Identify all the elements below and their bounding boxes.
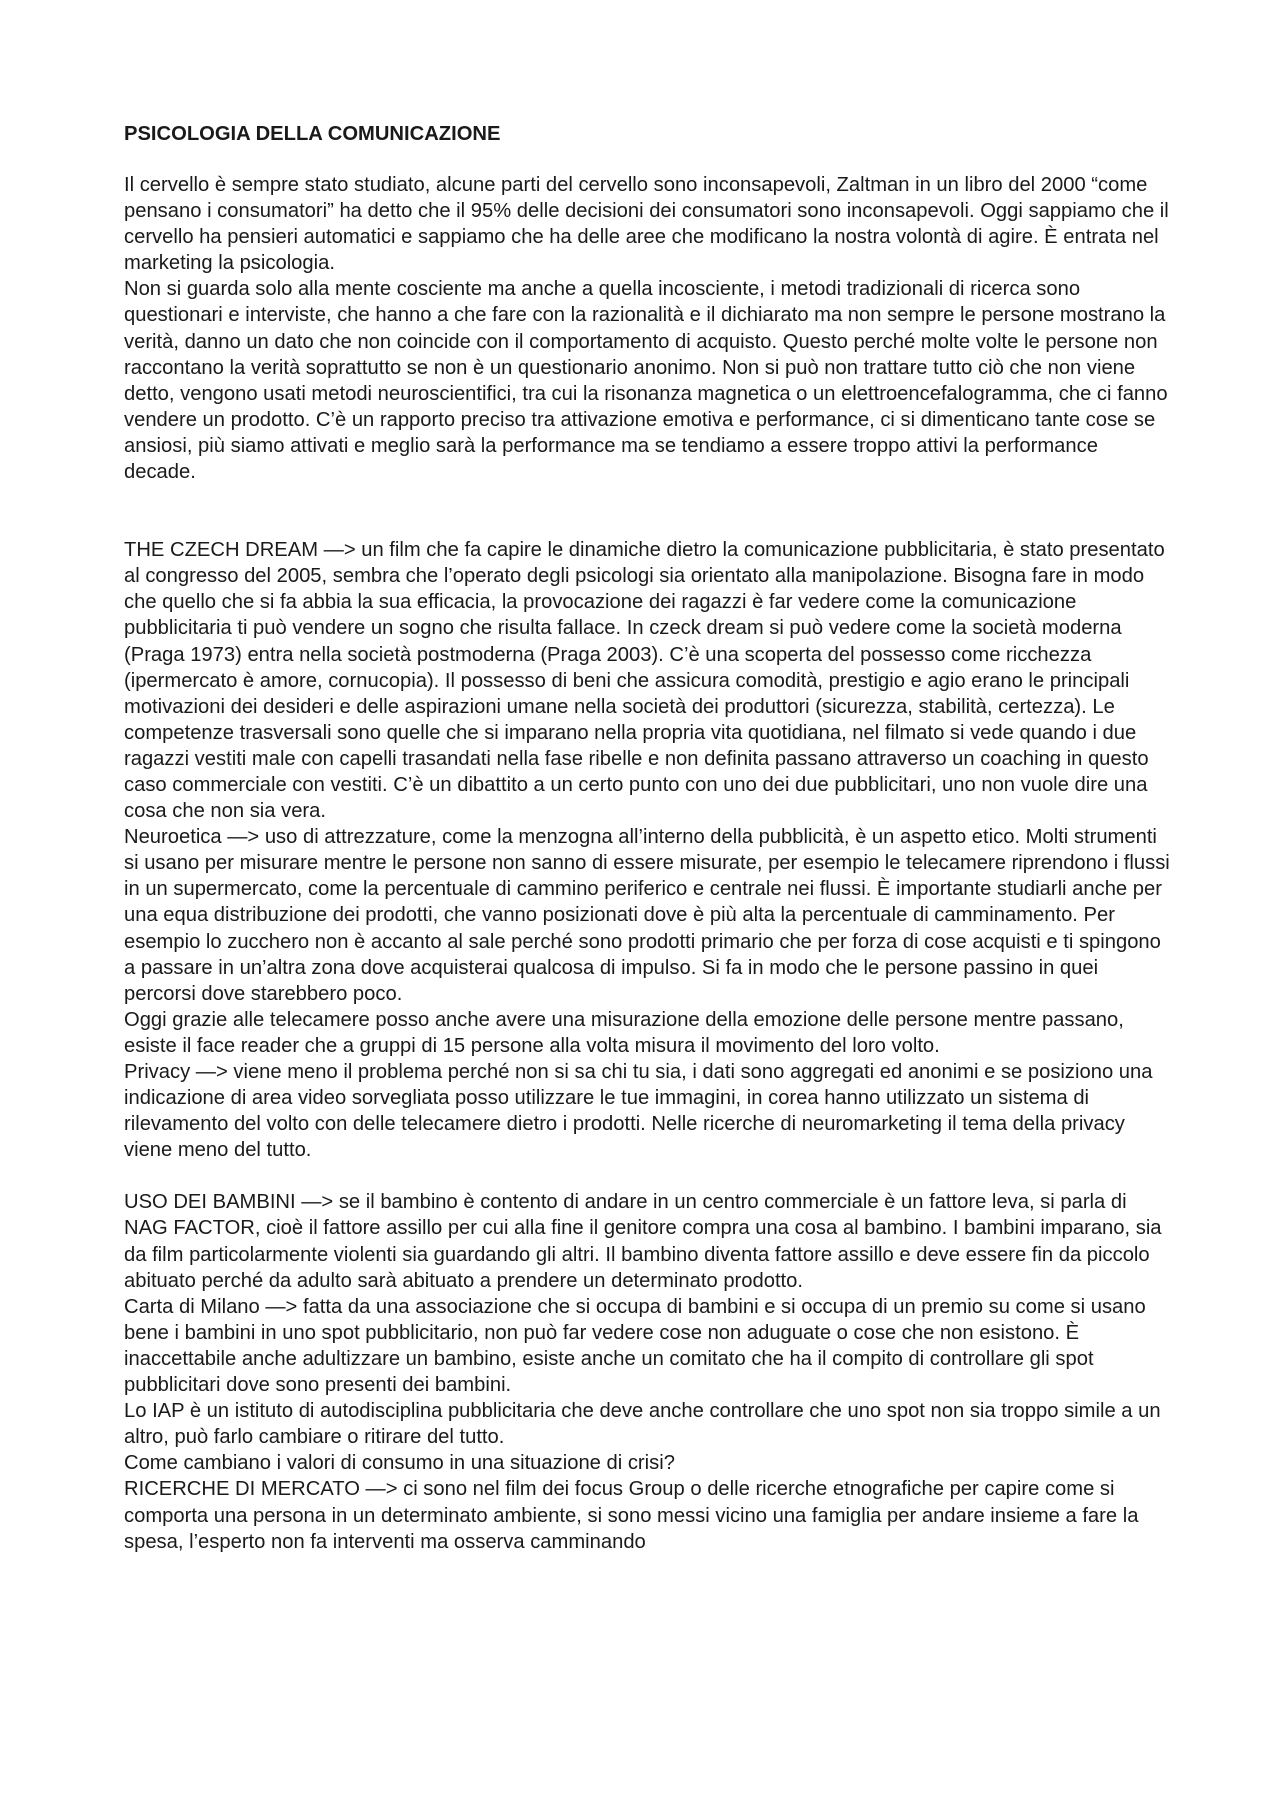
- section-spacer: [124, 485, 1174, 537]
- paragraph: Lo IAP è un istituto di autodisciplina pubblicitaria che deve anche controllare che uno spot non sia troppo simile a un altro, può farlo cambiare o ritirare del tutto.: [124, 1400, 1161, 1449]
- document-body: [124, 121, 1174, 1555]
- paragraph: USO DEI BAMBINI —> se il bambino è contento di andare in un centro commerciale è un fattore leva, si parla di NAG FACTOR, cioè il fattore assillo per cui alla fine il genitore compra una cosa al bambino. I bambini imparano, sia da film particolarmente violenti sia guardando gli altri. Il bambino diventa fattore assillo e deve essere fin da piccolo abituato perché da adulto sarà abituato a prendere un determinato prodotto.: [124, 1191, 1162, 1292]
- page-title: PSICOLOGIA DELLA COMUNICAZIONE: [124, 123, 501, 145]
- paragraph: Carta di Milano —> fatta da una associazione che si occupa di bambini e si occupa di un premio su come si usano bene i bambini in uno spot pubblicitario, non può far vedere cose non aduguate o cose che non esistono. È inaccettabile anche adultizzare un bambino, esiste anche un comitato che ha il compito di controllare gli spot pubblicitari dove sono presenti dei bambini.: [124, 1295, 1146, 1397]
- paragraph: Privacy —> viene meno il problema perché non si sa chi tu sia, i dati sono aggregati ed anonimi e se posiziono una indicazione di area video sorvegliata posso utilizzare le tue immagini, in corea hanno utilizzato un sistema di rilevamento del volto con delle telecamere dietro i prodotti. Nelle ricerche di neuromarketing il tema della privacy viene meno del tutto.: [124, 1061, 1153, 1162]
- paragraph: Neuroetica —> uso di attrezzature, come la menzogna all’interno della pubblicità, è un aspetto etico. Molti strumenti si usano per misurare mentre le persone non sanno di essere misurate, per esempio le telecamere riprendono i flussi in un supermercato, come la percentuale di cammino periferico e centrale nei flussi. È importante studiarli anche per una equa distribuzione dei prodotti, che vanno posizionati dove è più alta la percentuale di camminamento. Per esempio lo zucchero non è accanto al sale perché sono prodotti primario che per forza di cose acquisti e ti spingono a passare in un’altra zona dove acquisterai qualcosa di impulso. Si fa in modo che le persone passino in quei percorsi dove starebbero poco.: [124, 826, 1170, 1005]
- section-spacer: [124, 1163, 1174, 1189]
- paragraph: Oggi grazie alle telecamere posso anche avere una misurazione della emozione delle persone mentre passano, esiste il face reader che a gruppi di 15 persone alla volta misura il movimento del loro volto.: [124, 1008, 1124, 1057]
- paragraph: Come cambiano i valori di consumo in una situazione di crisi?: [124, 1452, 675, 1475]
- paragraph: THE CZECH DREAM —> un film che fa capire le dinamiche dietro la comunicazione pubblicitaria, è stato presentato al congresso del 2005, sembra che l’operato degli psicologi sia orientato alla manipolazione. Bisogna fare in modo che quello che si fa abbia la sua efficacia, la provocazione dei ragazzi è far vedere come la comunicazione pubblicitaria ti può vendere un sogno che risulta fallace. In czeck dream si può vedere come la società moderna (Praga 1973) entra nella società postmoderna (Praga 2003). C’è una scoperta del possesso come ricchezza (ipermercato è amore, cornucopia). Il possesso di beni che assicura comodità, prestigio e agio erano le principali motivazioni dei desideri e delle aspirazioni umane nella società dei produttori (sicurezza, stabilità, certezza). Le competenze trasversali sono quelle che si imparano nella propria vita quotidiana, nel filmato si vede quando i due ragazzi vestiti male con capelli trasandati nella fase ribelle e non definita passano attraverso un coaching in questo caso commerciale con vestiti. C’è un dibattito a un certo punto con uno dei due pubblicitari, uno non vuole dire una cosa che non sia vera.: [124, 539, 1165, 823]
- paragraph: Non si guarda solo alla mente cosciente ma anche a quella incosciente, i metodi tradizionali di ricerca sono questionari e interviste, che hanno a che fare con la razionalità e il dichiarato ma non sempre le persone mostrano la verità, danno un dato che non coincide con il comportamento di acquisto. Questo perché molte volte le persone non raccontano la verità soprattutto se non è un questionario anonimo. Non si può non trattare tutto ciò che non viene detto, vengono usati metodi neuroscientifici, tra cui la risonanza magnetica o un elettroencefalogramma, che ci fanno vendere un prodotto. C’è un rapporto preciso tra attivazione emotiva e performance, ci si dimenticano tante cose se ansiosi, più siamo attivati e meglio sarà la performance ma se tendiamo a essere troppo attivi la performance decade.: [124, 278, 1168, 484]
- paragraph: Il cervello è sempre stato studiato, alcune parti del cervello sono inconsapevoli, Zaltman in un libro del 2000 “come pensano i consumatori” ha detto che il 95% delle decisioni dei consumatori sono inconsapevoli. Oggi sappiamo che il cervello ha pensieri automatici e sappiamo che ha delle aree che modificano la nostra volontà di agire. È entrata nel marketing la psicologia.: [124, 174, 1169, 275]
- paragraph: RICERCHE DI MERCATO —> ci sono nel film dei focus Group o delle ricerche etnografiche per capire come si comporta una persona in un determinato ambiente, si sono messi vicino una famiglia per andare insieme a fare la spesa, l’esperto non fa interventi ma osserva camminando: [124, 1478, 1139, 1553]
